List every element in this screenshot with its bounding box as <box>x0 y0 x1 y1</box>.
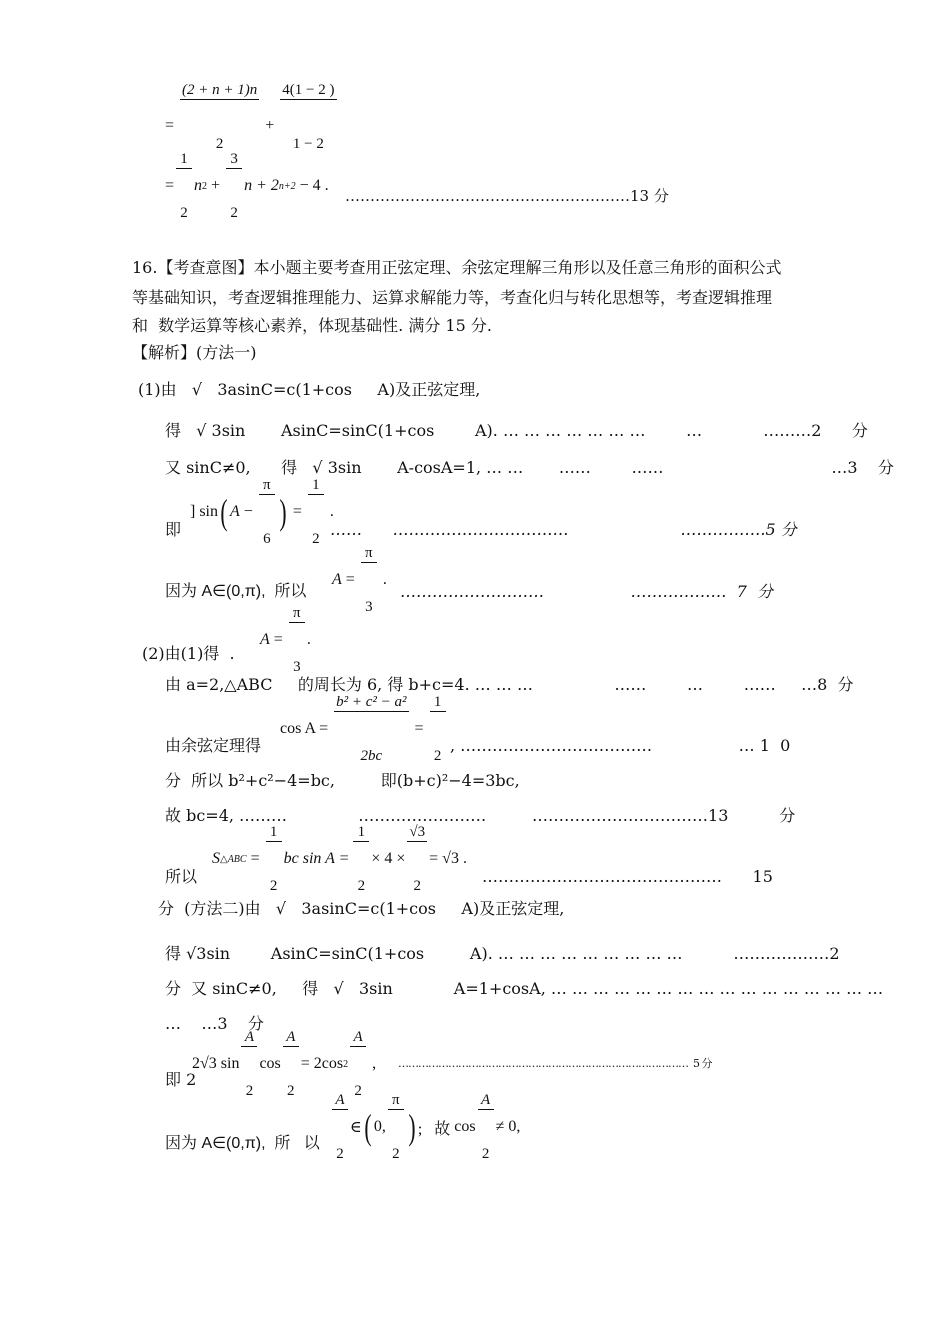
score-10: , ……………………………… … 1 0 <box>450 736 791 755</box>
m2-line6-prefix: 因为 A∈(0,π), 所 以 <box>165 1135 320 1152</box>
m2-line1: 分 (方法二)由 √ 3asinC=c(1+cos A)及正弦定理, <box>158 899 565 918</box>
half-angle-equation: 2√3 sin $\frac{A}{2}$ cos $\frac{A}{2}$ = 2cos 2 $\frac{A}{2}$ , <box>192 1028 377 1099</box>
m1-line1: (1)由 √ 3asinC=c(1+cos A)及正弦定理, <box>138 380 481 399</box>
score-15: ……………………………………… 15 <box>482 867 773 886</box>
p2-line2: 由 a=2,△ABC 的周长为 6, 得 b+c=4. … … … …… … …… …8 分 <box>165 675 854 694</box>
m2-line2: 得 √3sin AsinC=sinC(1+cos A). … … … … … … … … … ………………2 <box>165 944 840 963</box>
A-equals-pi3-2: A = $\frac{\pi}{3}$ . <box>260 604 311 675</box>
p2-line6-prefix: 所以 <box>165 867 198 886</box>
m2-score-5: …………………………………………………………………………… 5 分 <box>398 1057 712 1070</box>
p2-line4: 分 所以 b²+c²−4=bc, 即(b+c)²−4=3bc, <box>165 771 520 790</box>
half-angle-range: $\frac{A}{2}$ ∈ ( 0, $\frac{\pi}{2}$ ) ; 故 cos $\frac{A}{2}$ ≠ 0 , <box>330 1104 520 1150</box>
fraction-right: $\frac{4(1 - 2 )}{1 - 2}$ <box>282 81 335 152</box>
p2-line1: (2)由(1)得 . <box>142 644 235 663</box>
score-7: ……………………… ……………… 7 分 <box>400 582 773 601</box>
eq-line-1: = $\frac{(2 + n + 1)n}{2}$ + $\frac{4(1 - 2 )}{1 - 2}$ <box>165 100 339 152</box>
A-equals-pi3-1: A = $\frac{\pi}{3}$ . <box>332 544 387 615</box>
area-formula: S △ABC = $\frac{1}{2}$ bc sin A = $\frac{1}{2}$ × 4 × $\frac{√3}{2}$ = √3 . <box>212 823 467 894</box>
q16-intro-line2: 等基础知识，考查逻辑推理能力、运算求解能力等，考查化归与转化思想等，考查逻辑推理 <box>132 288 773 307</box>
sin-equation: ] sin ( A − $\frac{\pi}{6}$ ) = $\frac{1}{2}$ . <box>190 476 334 547</box>
score-5: …… …………………………… …………….5 分 <box>330 520 797 539</box>
q16-intro-line1: 16.【考查意图】本小题主要考查用正弦定理、余弦定理解三角形以及任意三角形的面积公式 <box>132 258 782 277</box>
m1-line3: 又 sinC≠0, 得 √ 3sin A-cosA=1, … … …… …… …3 分 <box>165 458 894 477</box>
p2-line3-prefix: 由余弦定理得 <box>165 736 262 755</box>
eq-line-2: = $\frac{1}{2}$ n 2 + $\frac{3}{2}$ n + 2 n+2 − 4 . <box>165 150 329 221</box>
m1-line4-prefix: 即 <box>165 520 182 539</box>
cosine-rule: cos A = $\frac{\text{b² + c² − a²}}{2bc}$ = $\frac{1}{2}$ <box>280 706 448 752</box>
m2-line4: … …3 分 <box>165 1014 264 1033</box>
fraction-left: $\frac{(2 + n + 1)n}{2}$ <box>182 81 258 152</box>
m1-line5-prefix: 因为 A∈(0,π), 所以 <box>165 583 307 600</box>
analysis-heading: 【解析】(方法一) <box>132 343 257 362</box>
m2-line3: 分 又 sinC≠0, 得 √ 3sin A=1+cosA, … … … … … … … … … … … … … … … … <box>165 979 884 998</box>
p2-line5: 故 bc=4, ……… …………………… ……………………………13 分 <box>165 806 796 825</box>
q16-intro-line3: 和 数学运算等核心素养，体现基础性. 满分 15 分. <box>132 316 492 335</box>
score-13: …………………………………………………13 分 <box>345 187 669 205</box>
m2-line5-prefix: 即 2 <box>165 1070 197 1089</box>
m1-line2: 得 √ 3sin AsinC=sinC(1+cos A). … … … … … … … … ………2 分 <box>165 421 868 440</box>
